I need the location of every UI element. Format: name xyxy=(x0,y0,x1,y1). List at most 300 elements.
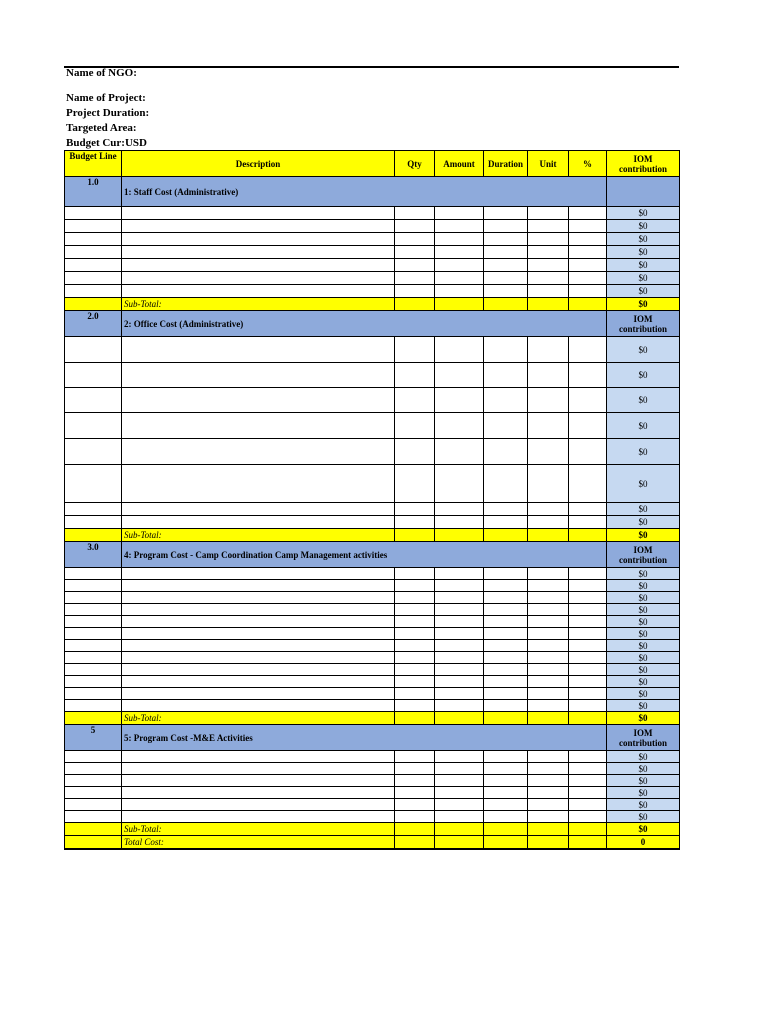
table-cell[interactable] xyxy=(569,688,607,700)
table-cell[interactable] xyxy=(122,272,395,285)
table-cell[interactable] xyxy=(484,503,528,516)
table-cell xyxy=(435,836,484,849)
table-cell[interactable] xyxy=(65,413,122,439)
table-cell[interactable] xyxy=(435,516,484,529)
table-cell[interactable] xyxy=(65,246,122,259)
table-cell[interactable] xyxy=(484,233,528,246)
table-cell[interactable] xyxy=(435,207,484,220)
table-cell[interactable] xyxy=(65,592,122,604)
table-cell[interactable] xyxy=(395,763,435,775)
table-cell[interactable] xyxy=(395,700,435,712)
table-cell[interactable] xyxy=(65,688,122,700)
table-cell[interactable] xyxy=(484,811,528,823)
table-cell[interactable] xyxy=(435,272,484,285)
table-cell[interactable] xyxy=(395,439,435,465)
table-cell[interactable] xyxy=(484,516,528,529)
table-cell[interactable] xyxy=(122,628,395,640)
table-cell[interactable] xyxy=(569,246,607,259)
table-cell[interactable] xyxy=(484,676,528,688)
table-cell[interactable] xyxy=(395,616,435,628)
table-cell xyxy=(65,529,122,542)
table-row xyxy=(65,246,680,259)
budget-line-number: 5 xyxy=(65,725,122,751)
table-cell[interactable] xyxy=(122,676,395,688)
table-cell[interactable] xyxy=(122,751,395,763)
table-cell[interactable] xyxy=(122,259,395,272)
subtotal-value: $0 xyxy=(607,712,680,725)
table-cell[interactable] xyxy=(528,580,569,592)
table-cell[interactable] xyxy=(484,388,528,413)
table-cell[interactable] xyxy=(122,568,395,580)
ngo-name-label: Name of NGO: xyxy=(66,67,137,79)
table-cell[interactable] xyxy=(528,799,569,811)
table-cell[interactable] xyxy=(435,700,484,712)
table-cell[interactable] xyxy=(122,616,395,628)
table-cell[interactable] xyxy=(528,700,569,712)
table-cell[interactable] xyxy=(65,580,122,592)
table-cell[interactable] xyxy=(122,465,395,503)
table-cell xyxy=(569,529,607,542)
table-cell[interactable] xyxy=(122,580,395,592)
table-cell[interactable] xyxy=(395,233,435,246)
table-cell[interactable] xyxy=(65,207,122,220)
table-cell[interactable] xyxy=(484,592,528,604)
table-cell[interactable] xyxy=(435,775,484,787)
table-cell[interactable] xyxy=(569,811,607,823)
table-cell[interactable] xyxy=(528,592,569,604)
table-cell[interactable] xyxy=(435,413,484,439)
table-cell[interactable] xyxy=(569,233,607,246)
table-cell xyxy=(65,836,122,849)
contribution-value: $0 xyxy=(607,207,680,220)
table-cell[interactable] xyxy=(528,220,569,233)
table-cell[interactable] xyxy=(569,787,607,799)
table-cell xyxy=(528,529,569,542)
table-cell[interactable] xyxy=(435,664,484,676)
table-cell[interactable] xyxy=(528,516,569,529)
table-cell[interactable] xyxy=(122,640,395,652)
table-cell[interactable] xyxy=(122,220,395,233)
table-cell[interactable] xyxy=(484,652,528,664)
table-cell[interactable] xyxy=(65,763,122,775)
table-cell[interactable] xyxy=(435,811,484,823)
table-cell xyxy=(65,823,122,836)
contribution-value: $0 xyxy=(607,592,680,604)
table-cell[interactable] xyxy=(65,503,122,516)
table-cell[interactable] xyxy=(569,503,607,516)
table-cell[interactable] xyxy=(484,604,528,616)
table-cell[interactable] xyxy=(528,568,569,580)
table-cell[interactable] xyxy=(569,616,607,628)
table-cell[interactable] xyxy=(395,751,435,763)
table-cell[interactable] xyxy=(569,388,607,413)
table-cell[interactable] xyxy=(484,439,528,465)
total-value: 0 xyxy=(607,836,680,849)
table-cell[interactable] xyxy=(484,413,528,439)
table-cell xyxy=(395,298,435,311)
table-cell[interactable] xyxy=(65,516,122,529)
table-cell[interactable] xyxy=(528,439,569,465)
table-cell[interactable] xyxy=(569,220,607,233)
table-cell[interactable] xyxy=(395,337,435,363)
budget-line-number: 1.0 xyxy=(65,177,122,207)
table-cell xyxy=(435,529,484,542)
table-cell[interactable] xyxy=(528,207,569,220)
table-cell[interactable] xyxy=(122,337,395,363)
table-cell[interactable] xyxy=(528,676,569,688)
table-cell xyxy=(435,712,484,725)
table-row xyxy=(65,751,680,763)
contribution-value: $0 xyxy=(607,763,680,775)
table-cell[interactable] xyxy=(569,652,607,664)
table-cell[interactable] xyxy=(65,799,122,811)
table-cell[interactable] xyxy=(395,811,435,823)
table-cell[interactable] xyxy=(395,592,435,604)
table-cell[interactable] xyxy=(395,688,435,700)
table-cell xyxy=(395,529,435,542)
table-cell[interactable] xyxy=(65,363,122,388)
table-cell[interactable] xyxy=(395,640,435,652)
table-cell[interactable] xyxy=(484,337,528,363)
table-cell[interactable] xyxy=(65,272,122,285)
table-cell[interactable] xyxy=(395,604,435,616)
table-cell[interactable] xyxy=(569,272,607,285)
table-cell[interactable] xyxy=(65,285,122,298)
table-cell[interactable] xyxy=(122,799,395,811)
table-cell[interactable] xyxy=(435,592,484,604)
table-cell[interactable] xyxy=(435,503,484,516)
table-cell[interactable] xyxy=(435,388,484,413)
table-cell[interactable] xyxy=(528,652,569,664)
table-cell[interactable] xyxy=(65,604,122,616)
table-cell[interactable] xyxy=(528,763,569,775)
table-cell[interactable] xyxy=(528,503,569,516)
table-cell[interactable] xyxy=(484,465,528,503)
table-cell[interactable] xyxy=(569,763,607,775)
table-cell[interactable] xyxy=(65,233,122,246)
table-cell[interactable] xyxy=(484,640,528,652)
table-cell[interactable] xyxy=(569,628,607,640)
table-cell[interactable] xyxy=(528,664,569,676)
table-cell[interactable] xyxy=(484,616,528,628)
table-cell[interactable] xyxy=(395,775,435,787)
table-cell[interactable] xyxy=(395,568,435,580)
table-cell[interactable] xyxy=(395,413,435,439)
contribution-value: $0 xyxy=(607,688,680,700)
table-cell[interactable] xyxy=(484,272,528,285)
table-cell[interactable] xyxy=(395,246,435,259)
table-cell[interactable] xyxy=(395,272,435,285)
table-cell[interactable] xyxy=(569,775,607,787)
table-cell[interactable] xyxy=(569,700,607,712)
contribution-value: $0 xyxy=(607,799,680,811)
table-row xyxy=(65,811,680,823)
table-cell[interactable] xyxy=(435,787,484,799)
table-cell[interactable] xyxy=(395,580,435,592)
subtotal-row xyxy=(65,712,680,725)
table-cell[interactable] xyxy=(435,640,484,652)
table-cell[interactable] xyxy=(484,700,528,712)
table-cell[interactable] xyxy=(435,580,484,592)
table-cell[interactable] xyxy=(528,259,569,272)
table-cell[interactable] xyxy=(65,337,122,363)
table-cell[interactable] xyxy=(435,763,484,775)
table-cell[interactable] xyxy=(484,363,528,388)
table-cell[interactable] xyxy=(484,664,528,676)
table-cell[interactable] xyxy=(528,246,569,259)
table-cell[interactable] xyxy=(435,688,484,700)
budget-table xyxy=(64,150,680,850)
table-cell[interactable] xyxy=(484,580,528,592)
table-row xyxy=(65,337,680,363)
table-row xyxy=(65,363,680,388)
table-cell[interactable] xyxy=(569,640,607,652)
table-cell[interactable] xyxy=(528,811,569,823)
table-cell[interactable] xyxy=(65,628,122,640)
table-cell xyxy=(435,298,484,311)
table-cell[interactable] xyxy=(569,207,607,220)
table-cell[interactable] xyxy=(65,811,122,823)
table-cell[interactable] xyxy=(484,285,528,298)
table-cell[interactable] xyxy=(435,246,484,259)
table-cell[interactable] xyxy=(435,439,484,465)
table-cell[interactable] xyxy=(528,688,569,700)
contribution-value: $0 xyxy=(607,272,680,285)
table-cell[interactable] xyxy=(528,413,569,439)
table-cell[interactable] xyxy=(395,787,435,799)
table-cell[interactable] xyxy=(569,516,607,529)
table-cell[interactable] xyxy=(435,220,484,233)
table-cell[interactable] xyxy=(484,751,528,763)
table-cell[interactable] xyxy=(435,652,484,664)
table-cell[interactable] xyxy=(569,363,607,388)
table-cell[interactable] xyxy=(122,592,395,604)
table-cell[interactable] xyxy=(484,775,528,787)
contribution-value: $0 xyxy=(607,628,680,640)
table-cell[interactable] xyxy=(528,465,569,503)
table-cell[interactable] xyxy=(569,604,607,616)
table-cell[interactable] xyxy=(528,751,569,763)
subtotal-row xyxy=(65,529,680,542)
table-cell[interactable] xyxy=(569,413,607,439)
table-cell[interactable] xyxy=(528,337,569,363)
table-cell[interactable] xyxy=(435,259,484,272)
table-cell[interactable] xyxy=(435,465,484,503)
table-cell[interactable] xyxy=(395,207,435,220)
table-cell xyxy=(528,298,569,311)
table-cell[interactable] xyxy=(435,628,484,640)
table-cell[interactable] xyxy=(528,388,569,413)
table-cell[interactable] xyxy=(528,775,569,787)
table-cell[interactable] xyxy=(65,616,122,628)
table-cell[interactable] xyxy=(122,439,395,465)
table-cell[interactable] xyxy=(122,388,395,413)
table-cell[interactable] xyxy=(122,763,395,775)
table-cell[interactable] xyxy=(484,763,528,775)
subtotal-value: $0 xyxy=(607,298,680,311)
table-cell[interactable] xyxy=(65,787,122,799)
table-cell[interactable] xyxy=(65,676,122,688)
table-cell[interactable] xyxy=(65,664,122,676)
subtotal-label: Sub-Total: xyxy=(122,712,395,725)
table-cell[interactable] xyxy=(435,799,484,811)
table-cell[interactable] xyxy=(65,751,122,763)
table-cell[interactable] xyxy=(569,592,607,604)
table-cell[interactable] xyxy=(395,388,435,413)
table-cell[interactable] xyxy=(484,628,528,640)
contribution-value: $0 xyxy=(607,233,680,246)
table-row xyxy=(65,503,680,516)
table-cell[interactable] xyxy=(65,439,122,465)
table-cell[interactable] xyxy=(395,285,435,298)
contribution-value: $0 xyxy=(607,676,680,688)
table-cell[interactable] xyxy=(484,259,528,272)
table-cell[interactable] xyxy=(569,676,607,688)
table-cell[interactable] xyxy=(528,272,569,285)
table-cell xyxy=(484,823,528,836)
table-cell[interactable] xyxy=(122,233,395,246)
table-cell[interactable] xyxy=(65,652,122,664)
budget-currency-label: Budget Cur:USD xyxy=(66,137,147,149)
contribution-value: $0 xyxy=(607,775,680,787)
table-cell[interactable] xyxy=(484,207,528,220)
table-cell[interactable] xyxy=(122,688,395,700)
section-header-row xyxy=(65,542,680,568)
table-cell[interactable] xyxy=(484,688,528,700)
table-cell[interactable] xyxy=(122,775,395,787)
table-cell xyxy=(395,712,435,725)
table-cell[interactable] xyxy=(395,799,435,811)
table-cell[interactable] xyxy=(395,516,435,529)
table-cell[interactable] xyxy=(395,628,435,640)
table-cell[interactable] xyxy=(484,568,528,580)
subtotal-row xyxy=(65,298,680,311)
table-row xyxy=(65,413,680,439)
table-cell[interactable] xyxy=(122,652,395,664)
table-cell xyxy=(484,836,528,849)
contribution-value: $0 xyxy=(607,388,680,413)
table-cell[interactable] xyxy=(528,363,569,388)
table-cell[interactable] xyxy=(435,233,484,246)
table-row xyxy=(65,616,680,628)
table-cell[interactable] xyxy=(569,568,607,580)
table-cell[interactable] xyxy=(435,363,484,388)
table-cell[interactable] xyxy=(569,439,607,465)
table-cell[interactable] xyxy=(528,640,569,652)
contribution-value: $0 xyxy=(607,604,680,616)
table-cell[interactable] xyxy=(122,413,395,439)
table-cell[interactable] xyxy=(528,628,569,640)
table-cell[interactable] xyxy=(484,246,528,259)
table-cell[interactable] xyxy=(435,604,484,616)
table-cell[interactable] xyxy=(395,259,435,272)
table-cell xyxy=(395,823,435,836)
table-cell[interactable] xyxy=(569,285,607,298)
table-cell[interactable] xyxy=(435,616,484,628)
table-cell[interactable] xyxy=(122,787,395,799)
table-cell[interactable] xyxy=(395,676,435,688)
contribution-value: $0 xyxy=(607,640,680,652)
table-cell[interactable] xyxy=(528,604,569,616)
table-cell[interactable] xyxy=(65,259,122,272)
table-cell[interactable] xyxy=(122,503,395,516)
table-row xyxy=(65,259,680,272)
table-cell[interactable] xyxy=(395,363,435,388)
table-cell[interactable] xyxy=(569,799,607,811)
table-cell[interactable] xyxy=(122,207,395,220)
table-cell[interactable] xyxy=(569,337,607,363)
table-row xyxy=(65,592,680,604)
table-cell[interactable] xyxy=(395,664,435,676)
section-contribution-label xyxy=(607,177,680,207)
table-cell[interactable] xyxy=(65,700,122,712)
section-header-row xyxy=(65,725,680,751)
table-cell[interactable] xyxy=(122,811,395,823)
table-row xyxy=(65,285,680,298)
contribution-value: $0 xyxy=(607,363,680,388)
table-cell[interactable] xyxy=(484,220,528,233)
table-cell[interactable] xyxy=(395,220,435,233)
targeted-area-label: Targeted Area: xyxy=(66,122,137,134)
table-cell[interactable] xyxy=(569,751,607,763)
table-cell xyxy=(65,712,122,725)
table-cell[interactable] xyxy=(435,337,484,363)
contribution-value: $0 xyxy=(607,285,680,298)
section-contribution-label: IOM contribution xyxy=(607,725,680,751)
table-cell[interactable] xyxy=(435,568,484,580)
table-cell[interactable] xyxy=(528,787,569,799)
table-cell[interactable] xyxy=(569,465,607,503)
table-cell[interactable] xyxy=(65,640,122,652)
table-cell[interactable] xyxy=(395,465,435,503)
table-cell[interactable] xyxy=(122,700,395,712)
table-cell[interactable] xyxy=(65,465,122,503)
table-cell[interactable] xyxy=(65,568,122,580)
table-cell[interactable] xyxy=(65,775,122,787)
table-cell[interactable] xyxy=(122,604,395,616)
table-cell[interactable] xyxy=(122,664,395,676)
table-cell[interactable] xyxy=(484,787,528,799)
table-cell[interactable] xyxy=(435,676,484,688)
section-contribution-label: IOM contribution xyxy=(607,542,680,568)
table-cell[interactable] xyxy=(122,285,395,298)
table-cell[interactable] xyxy=(569,580,607,592)
table-cell[interactable] xyxy=(395,652,435,664)
table-cell[interactable] xyxy=(569,664,607,676)
table-row xyxy=(65,220,680,233)
table-cell[interactable] xyxy=(65,388,122,413)
contribution-value: $0 xyxy=(607,220,680,233)
table-cell[interactable] xyxy=(435,751,484,763)
table-cell[interactable] xyxy=(528,616,569,628)
subtotal-row xyxy=(65,823,680,836)
table-cell[interactable] xyxy=(435,285,484,298)
table-cell[interactable] xyxy=(528,285,569,298)
table-cell[interactable] xyxy=(122,516,395,529)
table-cell[interactable] xyxy=(395,503,435,516)
table-cell[interactable] xyxy=(528,233,569,246)
column-header: Budget Line xyxy=(65,151,122,177)
table-cell[interactable] xyxy=(122,363,395,388)
section-name: 5: Program Cost -M&E Activities xyxy=(122,725,607,751)
contribution-value: $0 xyxy=(607,246,680,259)
subtotal-label: Sub-Total: xyxy=(122,529,395,542)
table-cell[interactable] xyxy=(569,259,607,272)
table-cell[interactable] xyxy=(65,220,122,233)
table-cell xyxy=(435,823,484,836)
table-cell[interactable] xyxy=(484,799,528,811)
table-cell[interactable] xyxy=(122,246,395,259)
